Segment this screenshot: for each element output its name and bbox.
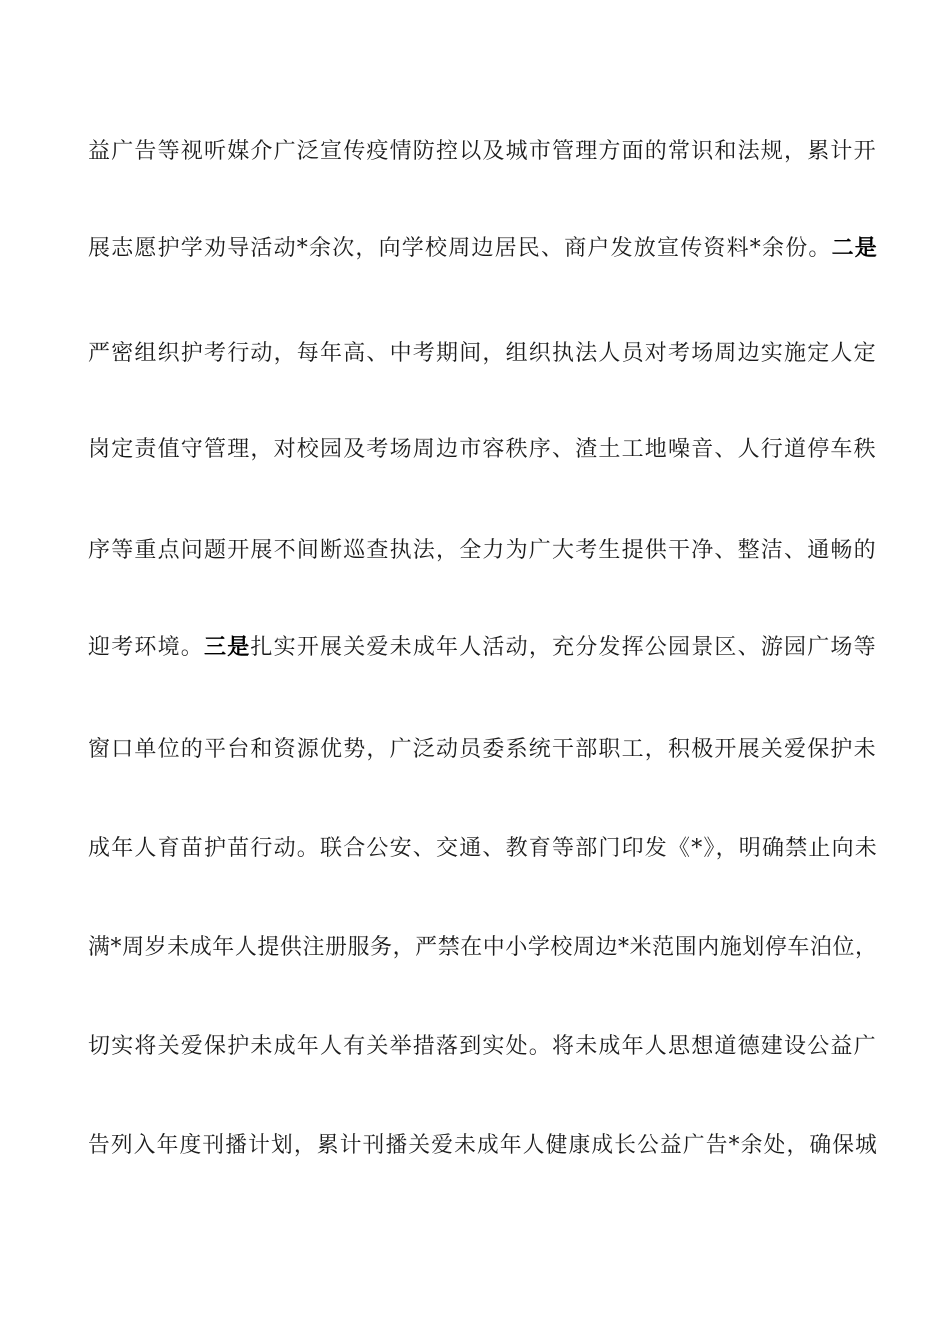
paragraph-line: [88, 435, 878, 465]
paragraph-line: [88, 137, 878, 167]
line-text: 岗定责值守管理，对校园及考场周边市容秩序、渣土工地噪音、人行道停车秩: [88, 437, 877, 462]
paragraph-line: [88, 1032, 878, 1062]
line-text: 迎考环境。: [88, 635, 205, 660]
bold-heading-marker: 二是: [831, 235, 879, 261]
paragraph-line: [88, 735, 878, 765]
line-text: 序等重点问题开展不间断巡查执法，全力为广大考生提供干净、整洁、通畅的: [88, 538, 877, 563]
line-text: 告列入年度刊播计划，累计刊播关爱未成年人健康成长公益广告*余处，确保城: [88, 1133, 879, 1158]
paragraph-line: [88, 536, 878, 566]
line-text: 窗口单位的平台和资源优势，广泛动员委系统干部职工，积极开展关爱保护未: [88, 737, 877, 762]
line-text: 扎实开展关爱未成年人活动，充分发挥公园景区、游园广场等: [250, 635, 877, 660]
line-text: 益广告等视听媒介广泛宣传疫情防控以及城市管理方面的常识和法规，累计开: [88, 139, 877, 164]
line-text: 满*周岁未成年人提供注册服务，严禁在中小学校周边*米范围内施划停车泊位，: [88, 935, 878, 960]
line-text: 成年人育苗护苗行动。联合公安、交通、教育等部门印发《*》，明确禁止向未: [88, 836, 879, 861]
line-text: 严密组织护考行动，每年高、中考期间，组织执法人员对考场周边实施定人定: [88, 341, 877, 366]
line-text: 展志愿护学劝导活动*余次，向学校周边居民、商户发放宣传资料*余份。: [88, 236, 832, 261]
paragraph-line: [88, 1131, 879, 1161]
bold-heading-marker: 三是: [204, 634, 251, 660]
paragraph-line: [88, 339, 878, 369]
paragraph-line: [88, 632, 878, 663]
paragraph-line: [88, 233, 878, 264]
line-text: 切实将关爱保护未成年人有关举措落到实处。将未成年人思想道德建设公益广: [88, 1034, 877, 1059]
paragraph-line: [88, 933, 876, 963]
paragraph-line: [88, 834, 878, 864]
